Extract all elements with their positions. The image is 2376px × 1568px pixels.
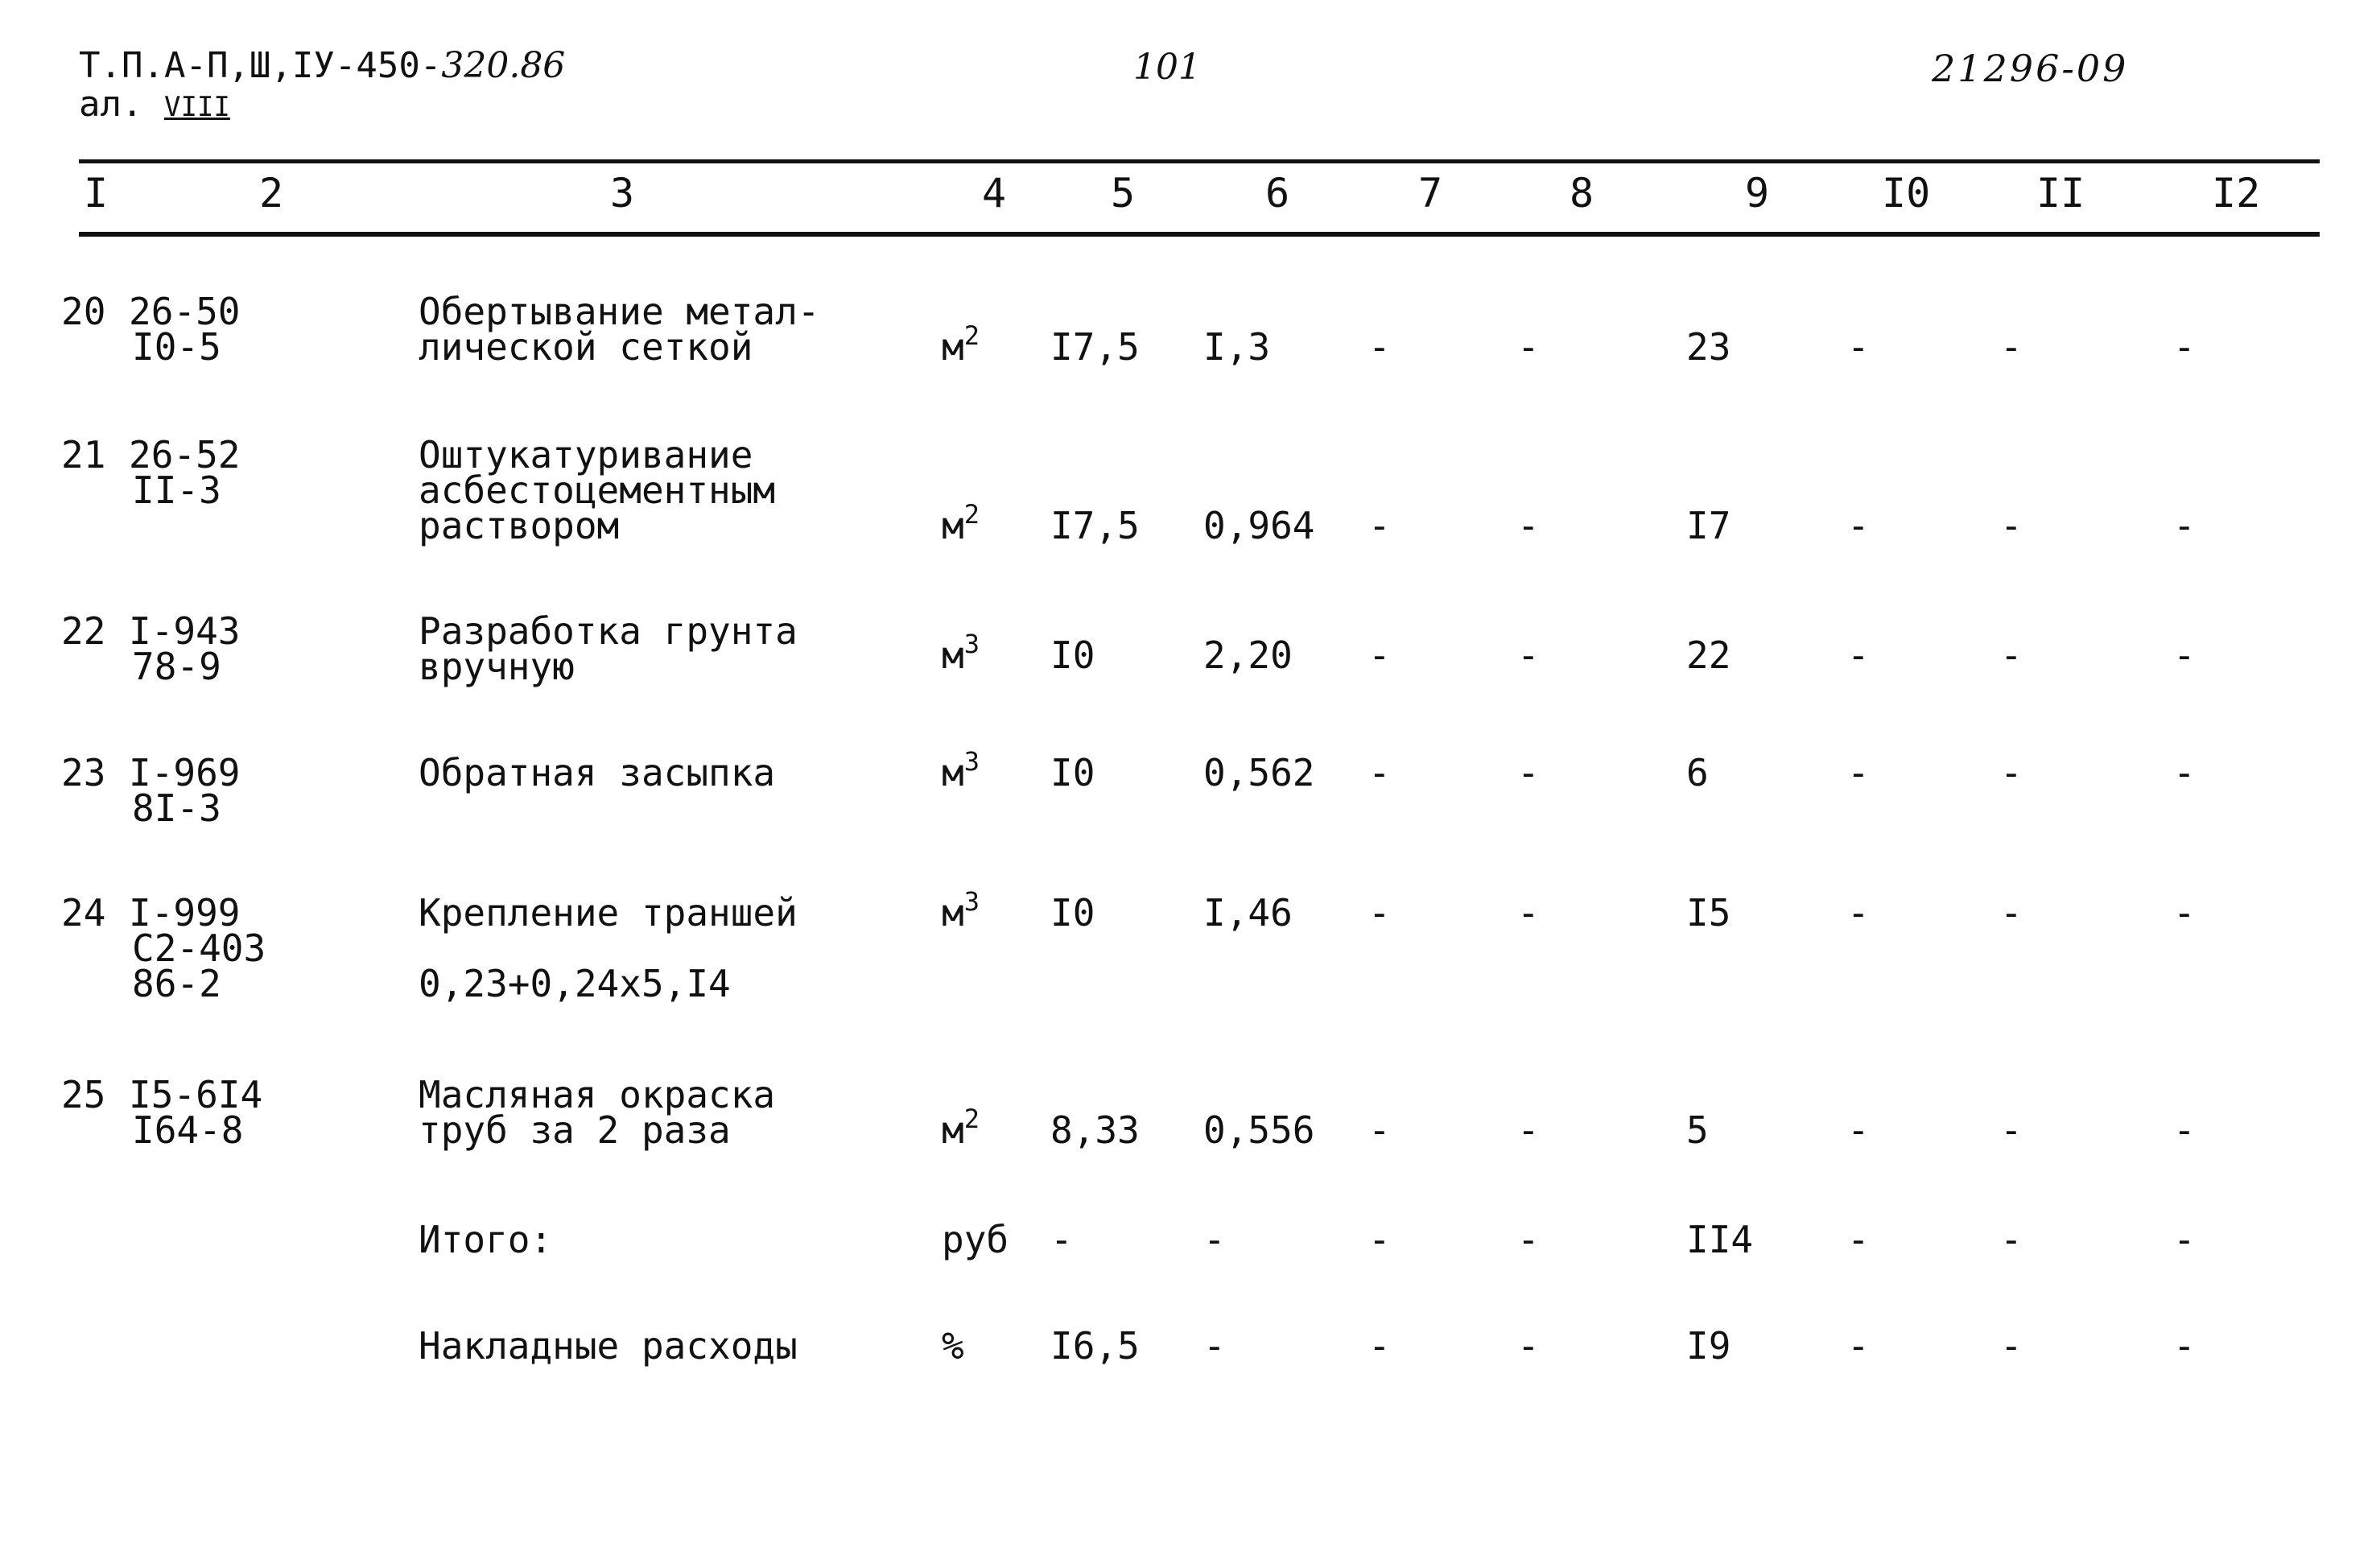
description-line: лической сеткой <box>419 325 753 369</box>
rate-code-line: II-3 <box>132 468 221 512</box>
value-col-8: - <box>1517 325 1540 369</box>
value-col-7: - <box>1368 1218 1391 1261</box>
value-col-12: - <box>2173 325 2196 369</box>
unit-base: м <box>942 633 964 677</box>
overhead-label: Накладные расходы <box>419 1324 798 1368</box>
unit-base: м <box>942 891 964 935</box>
value-col-8: - <box>1517 751 1540 794</box>
quantity: I0 <box>1050 891 1095 935</box>
overhead-rate: I6,5 <box>1050 1324 1140 1368</box>
total-cost: I5 <box>1686 891 1731 935</box>
value-col-10: - <box>1847 325 1870 369</box>
rate-code-line: 86-2 <box>132 962 221 1005</box>
column-number-4: 4 <box>982 170 1007 217</box>
work-description <box>419 891 798 1005</box>
row-number: 24 <box>61 891 106 935</box>
rate-code-line: 26-50 <box>129 290 241 333</box>
rate-code-line: I5-6I4 <box>129 1073 263 1116</box>
work-description <box>419 751 776 794</box>
description-formula: 0,23+0,24х5,I4 <box>419 962 731 1005</box>
value-col-11: - <box>2000 504 2023 547</box>
rate-code-line: 26-52 <box>129 433 241 477</box>
total-cost: I7 <box>1686 504 1731 547</box>
description-line: Обертывание метал- <box>419 290 820 333</box>
value-col-12: - <box>2173 751 2196 794</box>
value-col-8: - <box>1517 633 1540 677</box>
column-number-12: I2 <box>2212 170 2261 217</box>
value-col-7: - <box>1368 891 1391 935</box>
rate-code-line: 78-9 <box>132 645 221 688</box>
description-line: Обратная засыпка <box>419 751 776 794</box>
column-number-8: 8 <box>1570 170 1594 217</box>
unit-price: 0,964 <box>1203 504 1315 547</box>
value-col-7: - <box>1368 1108 1391 1152</box>
unit-exponent: 3 <box>963 746 980 777</box>
document-number: 21296-09 <box>1932 47 2129 90</box>
row-number: 22 <box>61 609 106 653</box>
value-col-11: - <box>2000 1218 2023 1261</box>
unit-exponent: 3 <box>963 629 980 659</box>
column-number-7: 7 <box>1418 170 1443 217</box>
description-line: труб за 2 раза <box>419 1108 731 1152</box>
rate-code-line: I0-5 <box>132 325 221 369</box>
unit-exponent: 2 <box>963 320 980 351</box>
description-spacer <box>419 930 798 966</box>
column-number-11: II <box>2036 170 2085 217</box>
unit-base: м <box>942 751 964 794</box>
rate-code-line: I-999 <box>129 891 241 935</box>
overhead-unit: % <box>942 1324 964 1368</box>
unit <box>942 629 980 677</box>
value-col-11: - <box>2000 891 2023 935</box>
overhead-sum: I9 <box>1686 1324 1731 1368</box>
rate-code-line: I64-8 <box>132 1108 244 1152</box>
value-col-7: - <box>1368 325 1391 369</box>
sheet-roman-number: VIII <box>163 91 230 123</box>
work-description <box>419 609 798 688</box>
quantity: I7,5 <box>1050 504 1140 547</box>
column-number-9: 9 <box>1745 170 1770 217</box>
page-number: 101 <box>1133 47 1201 88</box>
total-cost: 5 <box>1686 1108 1709 1152</box>
value-col-8: - <box>1517 891 1540 935</box>
totals-unit: руб <box>942 1218 1009 1261</box>
work-description <box>419 290 820 369</box>
value-col-10: - <box>1847 1108 1870 1152</box>
column-number-1: I <box>84 170 109 217</box>
rate-code <box>129 891 266 1005</box>
value-col-8: - <box>1517 504 1540 547</box>
value-col-10: - <box>1847 633 1870 677</box>
value-col-12: - <box>2173 1108 2196 1152</box>
quantity: I0 <box>1050 633 1095 677</box>
value-col-10: - <box>1847 1324 1870 1368</box>
table-top-rule <box>79 159 2320 163</box>
unit <box>942 886 980 935</box>
value-col-10: - <box>1847 751 1870 794</box>
value-col-8: - <box>1517 1324 1540 1368</box>
rate-code-line: I-943 <box>129 609 241 653</box>
unit-price: I,3 <box>1203 325 1271 369</box>
column-number-10: I0 <box>1882 170 1931 217</box>
totals-label: Итого: <box>419 1218 553 1261</box>
unit <box>942 320 980 369</box>
total-cost: 22 <box>1686 633 1731 677</box>
unit <box>942 1104 980 1152</box>
unit-exponent: 3 <box>963 886 980 917</box>
value-col-12: - <box>2173 1324 2196 1368</box>
row-number: 20 <box>61 290 106 333</box>
rate-code <box>129 751 241 830</box>
rate-code-line: 8I-3 <box>132 786 221 830</box>
rate-code-line: I-969 <box>129 751 241 794</box>
column-number-3: 3 <box>610 170 635 217</box>
unit-exponent: 2 <box>963 1104 980 1134</box>
document-code <box>79 47 565 126</box>
document-code-prefix: Т.П.А-П,Ш,IУ-450- <box>79 45 442 86</box>
value-col-7: - <box>1368 633 1391 677</box>
unit-base: м <box>942 1108 964 1152</box>
rate-code <box>129 290 241 369</box>
value-col-7: - <box>1368 751 1391 794</box>
rate-code <box>129 1073 263 1152</box>
column-number-2: 2 <box>259 170 284 217</box>
value-col-5: - <box>1050 1218 1073 1261</box>
value-col-12: - <box>2173 504 2196 547</box>
unit-price: 0,562 <box>1203 751 1315 794</box>
unit-price: I,46 <box>1203 891 1293 935</box>
value-col-12: - <box>2173 1218 2196 1261</box>
description-line: асбестоцементным <box>419 468 776 512</box>
value-col-12: - <box>2173 891 2196 935</box>
description-line: Масляная окраска <box>419 1073 776 1116</box>
rate-code <box>129 609 241 688</box>
unit-exponent: 2 <box>963 499 980 530</box>
description-line: Крепление траншей <box>419 891 798 935</box>
unit-price: 2,20 <box>1203 633 1293 677</box>
quantity: I7,5 <box>1050 325 1140 369</box>
unit-base: м <box>942 325 964 369</box>
table-header-bottom-rule <box>79 232 2320 237</box>
value-col-11: - <box>2000 633 2023 677</box>
sheet-label: ал. <box>79 84 143 125</box>
value-col-8: - <box>1517 1218 1540 1261</box>
value-col-11: - <box>2000 1324 2023 1368</box>
work-description <box>419 1073 776 1152</box>
description-line: раствором <box>419 504 620 547</box>
description-line: Оштукатуривание <box>419 433 753 477</box>
row-number: 25 <box>61 1073 106 1116</box>
value-col-10: - <box>1847 504 1870 547</box>
value-col-7: - <box>1368 504 1391 547</box>
row-number: 23 <box>61 751 106 794</box>
column-number-6: 6 <box>1265 170 1290 217</box>
value-col-10: - <box>1847 891 1870 935</box>
rate-code-line: C2-403 <box>132 926 266 970</box>
unit-price: 0,556 <box>1203 1108 1315 1152</box>
description-line: Разработка грунта <box>419 609 798 653</box>
value-col-6: - <box>1203 1324 1226 1368</box>
quantity: I0 <box>1050 751 1095 794</box>
description-line: вручную <box>419 645 575 688</box>
totals-sum: II4 <box>1686 1218 1754 1261</box>
value-col-11: - <box>2000 325 2023 369</box>
row-number: 21 <box>61 433 106 477</box>
quantity: 8,33 <box>1050 1108 1140 1152</box>
unit <box>942 746 980 794</box>
value-col-6: - <box>1203 1218 1226 1261</box>
value-col-8: - <box>1517 1108 1540 1152</box>
column-number-5: 5 <box>1111 170 1136 217</box>
total-cost: 23 <box>1686 325 1731 369</box>
unit-base: м <box>942 504 964 547</box>
work-description <box>419 433 776 547</box>
value-col-10: - <box>1847 1218 1870 1261</box>
value-col-7: - <box>1368 1324 1391 1368</box>
value-col-12: - <box>2173 633 2196 677</box>
total-cost: 6 <box>1686 751 1709 794</box>
unit <box>942 499 980 547</box>
document-code-handwritten: 320.86 <box>441 45 566 86</box>
value-col-11: - <box>2000 751 2023 794</box>
value-col-11: - <box>2000 1108 2023 1152</box>
rate-code <box>129 433 241 512</box>
